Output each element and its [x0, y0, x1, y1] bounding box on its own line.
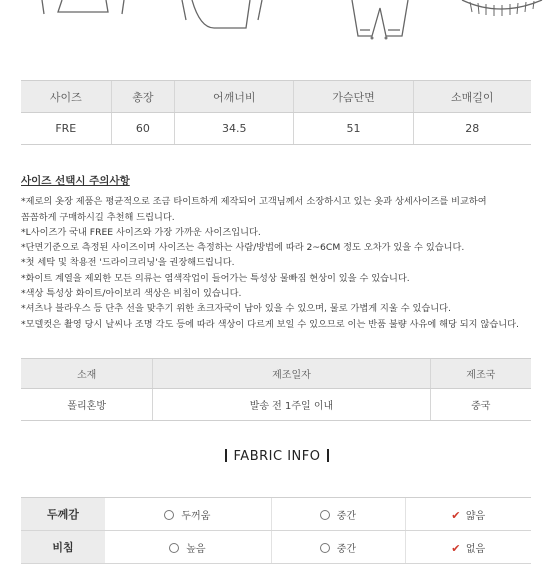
date-col-header: 제조일자	[153, 359, 430, 389]
size-table	[21, 80, 531, 145]
country-col-header: 제조국	[430, 359, 531, 389]
sheerness-label: 비침	[21, 531, 105, 564]
note-line: *첫 세탁 및 착용전 '드라이크리닝'을 권장해드립니다.	[21, 257, 235, 269]
checkmark-icon: ✔	[451, 508, 461, 522]
title-bar-left	[225, 449, 227, 462]
note-line: *셔츠나 블라우스 등 단추 선을 맞추기 위한 초크자국이 남아 있을 수 있으며, 물로 가볍게 지울 수 있습니다.	[21, 303, 451, 315]
length-value: 60	[111, 113, 175, 145]
radio-icon	[169, 543, 179, 553]
material-col-header: 소재	[21, 359, 153, 389]
mfg-table-header	[21, 359, 531, 389]
table-row	[21, 389, 531, 421]
chest-value: 51	[294, 113, 413, 145]
note-line: *색상 특성상 화이트/아이보리 색상은 비침이 있습니다.	[21, 288, 242, 300]
note-line: *L사이즈가 국내 FREE 사이즈와 가장 가까운 사이즈입니다.	[21, 226, 261, 238]
shoulder-col-header: 어깨너비	[175, 81, 294, 113]
fabric-info-label: FABRIC INFO	[233, 449, 321, 464]
date-value: 발송 전 1주일 이내	[153, 389, 430, 421]
checkmark-icon: ✔	[451, 541, 461, 555]
shoulder-value: 34.5	[175, 113, 294, 145]
thickness-option-thick: 두꺼움	[105, 498, 271, 531]
title-bar-right	[327, 449, 329, 462]
note-line: *모델컷은 촬영 당시 날씨나 조명 각도 등에 따라 색상이 다르게 보일 수 있으므로 이는 반품 불량 사유에 해당 되지 않습니다.	[21, 318, 519, 330]
length-col-header: 총장	[111, 81, 175, 113]
note-line: *제로의 옷장 제품은 평균적으로 조금 타이트하게 제작되어 고객님께서 소장하시고 있는 옷과 상세사이즈를 비교하여	[21, 196, 487, 208]
thickness-label: 두께감	[21, 498, 105, 531]
table-row	[21, 113, 531, 145]
sheerness-option-high: 높음	[105, 531, 271, 564]
radio-icon	[320, 510, 330, 520]
thickness-option-thin: ✔ 얇음	[406, 498, 532, 531]
radio-icon	[320, 543, 330, 553]
sheerness-option-medium: 중간	[271, 531, 405, 564]
sleeve-col-header: 소매길이	[413, 81, 531, 113]
chest-col-header: 가슴단면	[294, 81, 413, 113]
note-line: 꼼꼼하게 구매하시길 추천해 드립니다.	[21, 211, 175, 223]
note-line: *단면기준으로 측정된 사이즈이며 사이즈는 측정하는 사람/방법에 따라 2~6CM 정도 오차가 있을 수 있습니다.	[21, 242, 465, 254]
material-value: 폴리혼방	[21, 389, 153, 421]
sleeve-value: 28	[413, 113, 531, 145]
manufacturing-table	[21, 358, 531, 421]
note-line: *화이트 계열을 제외한 모든 의류는 염색작업이 들어가는 특성상 물빠짐 현상이 있을 수 있습니다.	[21, 272, 410, 284]
sheerness-option-none: ✔ 없음	[406, 531, 532, 564]
thickness-option-medium: 중간	[271, 498, 405, 531]
size-value: FRE	[21, 113, 111, 145]
size-notes	[21, 174, 536, 332]
notes-title: 사이즈 선택시 주의사항	[21, 175, 130, 187]
fabric-row-sheerness	[21, 531, 531, 564]
garment-illustrations	[0, 0, 554, 50]
radio-icon	[164, 510, 174, 520]
country-value: 중국	[430, 389, 531, 421]
fabric-row-thickness	[21, 498, 531, 531]
fabric-info-title	[0, 449, 554, 464]
size-table-header	[21, 81, 531, 113]
size-col-header: 사이즈	[21, 81, 111, 113]
